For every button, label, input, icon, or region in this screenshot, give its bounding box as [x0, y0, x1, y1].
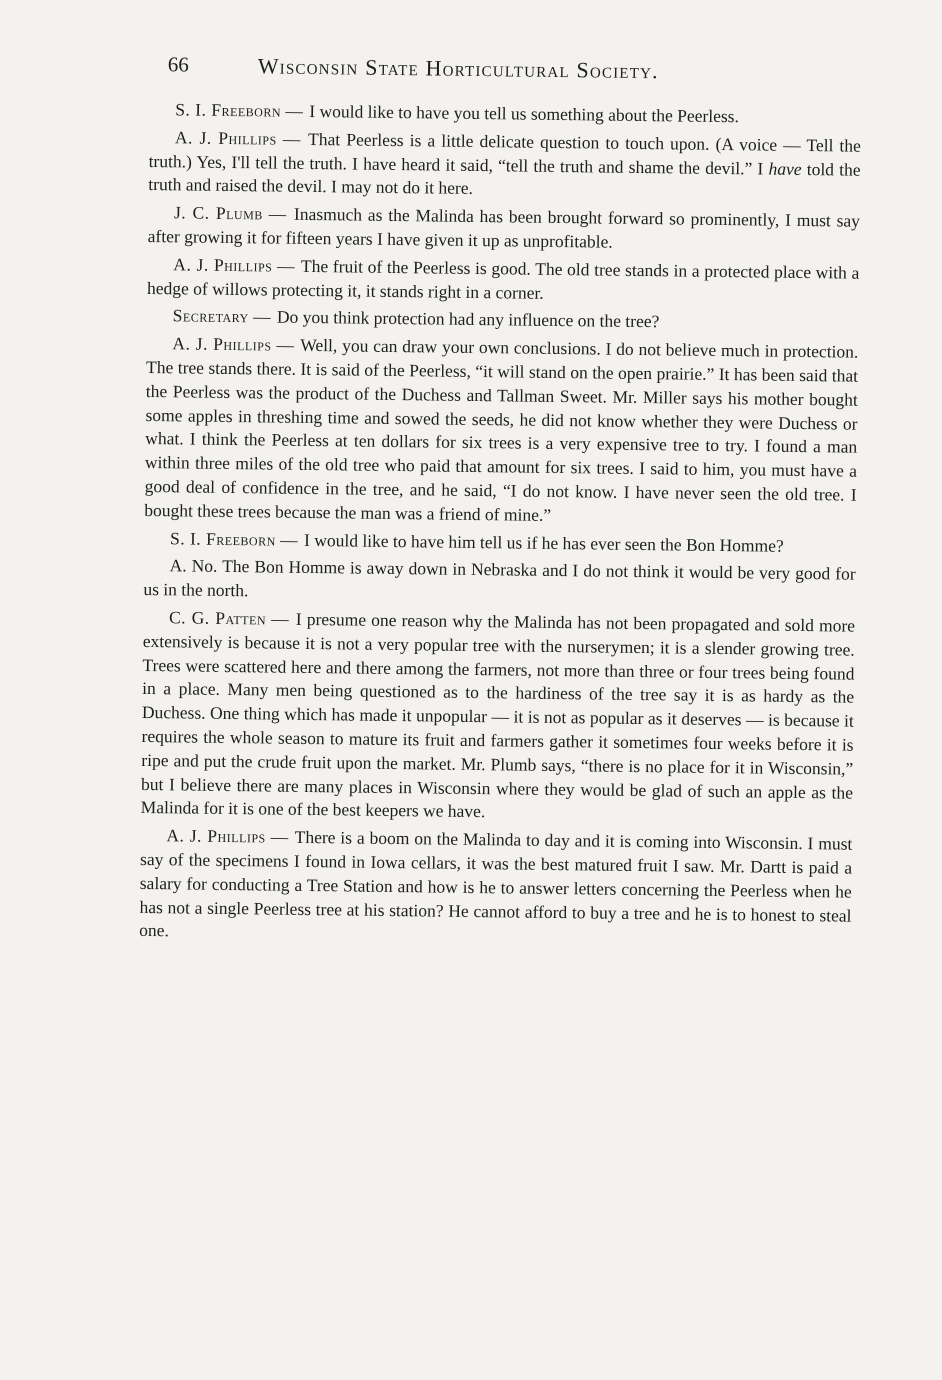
speaker-name: A. J. Phillips: [173, 254, 273, 276]
speaker-name: S. I. Freeborn: [169, 527, 276, 550]
paragraph-freeborn-2: S. I. Freeborn — I would like to have him tell us if he has ever seen the Bon Homme?: [169, 527, 784, 556]
paragraph-phillips-2: A. J. Phillips — The fruit of the Peerless is good. The old tree stands in a protected place with a hedge of willows protecting it, it stands right in a corner.: [146, 254, 860, 303]
paragraph-text: That Peerless is a little delicate question to touch upon. (A voice — Tell the truth.) Yes, I'll tell the truth. I have heard it said, “tell the truth and shame the devil.” I: [148, 128, 862, 179]
paragraph-text: I presume one reason why the Malinda has not been propagated and sold more extensively is because it is not a very popular tree with the nurserymen; it is a slender growing tree. Trees were scattered here and there among the farmers, not more than three or four trees being found in a place. Many men being questioned as to the hardiness of the tree say it is as hardy as the Duchess. One thing which has made it unpopular — it is not as popular as it deserves — is because it requires the whole season to mature its fruit and farmers gather it sometimes four weeks before it is ripe and put the crude fruit upon the market. Mr. Plumb says, “there is no place for it in Wisconsin,” but I believe there are many places in Wisconsin where they would be glad of such an apple as the Malinda for it is one of the best keepers we have.: [140, 608, 856, 822]
emphasized-word: have: [768, 158, 802, 179]
page-number: 66: [167, 52, 189, 77]
speaker-name: A. J. Phillips: [172, 333, 272, 355]
paragraph-text: Do you think protection had any influence on the tree?: [276, 306, 660, 332]
paragraph-phillips-1: A. J. Phillips — That Peerless is a little delicate question to touch upon. (A voice — Tell the truth.) Yes, I'll tell the truth. I have heard it said, “tell the truth and shame the devil.” I have told the truth and raised the devil. I may not do it here.: [148, 127, 862, 199]
paragraph-secretary: Secretary — Do you think protection had any influence on the tree?: [172, 305, 660, 332]
paragraph-text-continued: told the truth and raised the devil. I may not do it here.: [148, 158, 861, 199]
paragraph-freeborn-1: S. I. Freeborn — I would like to have you tell us something about the Peerless.: [175, 99, 740, 127]
paragraph-answer: [143, 554, 856, 610]
paragraph-text: I would like to have you tell us something about the Peerless.: [309, 100, 740, 127]
page-text-block: [139, 50, 862, 956]
running-title: Wisconsin State Horticultural Society.: [257, 53, 660, 84]
paragraph-text: The fruit of the Peerless is good. The old tree stands in a protected place with a hedge of willows protecting it, it stands right in a corner.: [146, 255, 860, 303]
speaker-name: C. G. Patten: [168, 607, 267, 629]
paragraph-text: There is a boom on the Malinda to day and it is coming into Wisconsin. I must say of the specimens I found in Iowa cellars, it was the best matured fruit I saw. Mr. Dartt is paid a salary for conducting a Tree Station and how is he to answer letters concerning the Peerless when he has not a single Peerless tree at his station? He cannot afford to buy a tree and he is to honest to steal one.: [139, 826, 853, 941]
speaker-name: J. C. Plumb: [173, 202, 263, 224]
paragraph-text: A. No. The Bon Homme is away down in Nebraska and I do not think it would be very good for us in the north.: [143, 555, 856, 601]
paragraph-plumb-1: J. C. Plumb — Inasmuch as the Malinda has been brought forward so prominently, I must say after growing it for fifteen years I have given it up as unprofitable.: [147, 202, 861, 252]
page-header: [149, 50, 862, 107]
paragraph-phillips-3: A. J. Phillips — Well, you can draw your own conclusions. I do not believe much in protection. The tree stands there. It is said of the Peerless, “it will stand on the open prairie.” It has been said that the Peerless was the product of the Duchess and Tallman Sweet. Mr. Miller says his mother bought some apples in threshing time and sowed the seeds, he did not know whether they were Duchess or what. I think the Peerless at ten dollars for six trees is a very expensive tree to try. I found a man within three miles of the old tree who paid that amount for six trees. I said to him, you must have a good deal of confidence in the tree, and he said, “I do not know. I have never seen the old tree. I bought these trees because the man was a friend of mine.”: [144, 333, 859, 525]
speaker-name: S. I. Freeborn: [175, 99, 282, 121]
speaker-name: A. J. Phillips: [174, 127, 277, 149]
paragraph-text: Well, you can draw your own conclusions. I do not believe much in protection. The tree stands there. It is said of the Peerless, “it will stand on the open prairie.” It has been said that the Peerless was the product of the Duchess and Tallman Sweet. Mr. Miller says his mother bought some apples in threshing time and sowed the seeds, he did not know whether they were Duchess or what. I think the Peerless at ten dollars for six trees is a very expensive tree to try. I found a man within three miles of the old tree who paid that amount for six trees. I said to him, you must have a good deal of confidence in the tree, and he said, “I do not know. I have never seen the old tree. I bought these trees because the man was a friend of mine.”: [144, 335, 859, 525]
speaker-name: A. J. Phillips: [166, 825, 266, 847]
speaker-name: Secretary: [172, 305, 249, 327]
paragraph-phillips-4: A. J. Phillips — There is a boom on the Malinda to day and it is coming into Wisconsin. I must say of the specimens I found in Iowa cellars, it was the best matured fruit I saw. Mr. Dartt is paid a salary for conducting a Tree Station and how is he to answer letters concerning the Peerless when he has not a single Peerless tree at his station? He cannot afford to buy a tree and he is to honest to steal one.: [139, 825, 853, 941]
paragraph-text: Inasmuch as the Malinda has been brought forward so prominently, I must say after growing it for fifteen years I have given it up as unprofitable.: [147, 203, 861, 252]
paragraph-patten: C. G. Patten — I presume one reason why the Malinda has not been propagated and sold more extensively is because it is not a very popular tree with the nurserymen; it is a slender growing tree. Trees were scattered here and there among the farmers, not more than three or four trees being found in a place. Many men being questioned as to the hardiness of the tree say it is as hardy as the Duchess. One thing which has made it unpopular — it is not as popular as it deserves — is because it requires the whole season to mature its fruit and farmers gather it sometimes four weeks before it is ripe and put the crude fruit upon the market. Mr. Plumb says, “there is no place for it in Wisconsin,” but I believe there are many places in Wisconsin where they would be glad of such an apple as the Malinda for it is one of the best keepers we have.: [140, 607, 856, 822]
paragraph-text: I would like to have him tell us if he has ever seen the Bon Homme?: [303, 529, 784, 556]
